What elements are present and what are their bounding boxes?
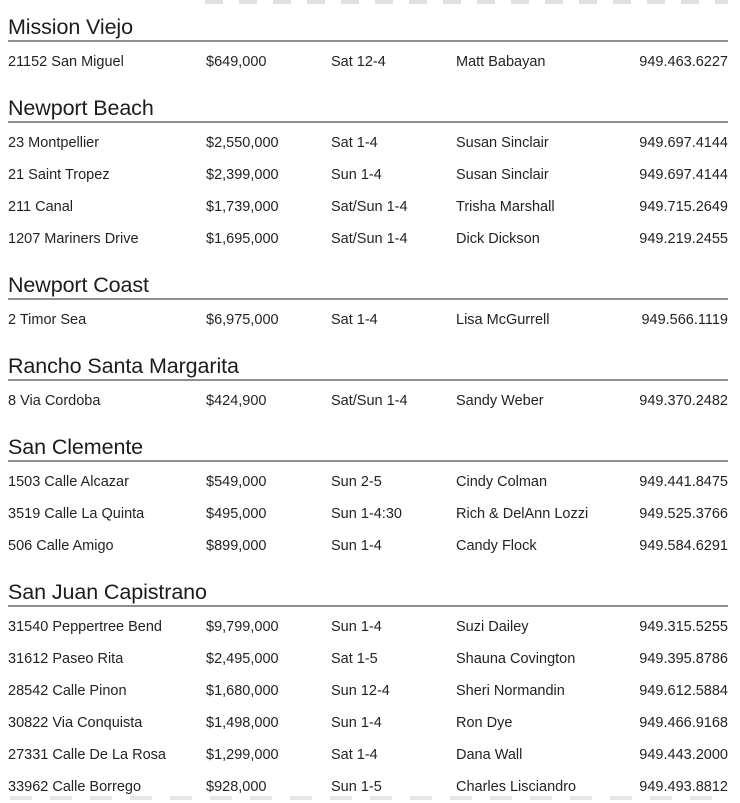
listing-agent: Cindy Colman (456, 474, 548, 490)
listing-address: 31612 Paseo Rita (8, 651, 124, 667)
listing-row (8, 466, 728, 498)
city-sections (8, 15, 728, 803)
city-section (8, 580, 728, 803)
listing-price: $6,975,000 (206, 312, 279, 328)
listing-price: $424,900 (206, 393, 267, 409)
listing-agent: Suzi Dailey (456, 619, 529, 635)
listing-price: $1,695,000 (206, 231, 279, 247)
open-house-time: Sat 1-4 (331, 312, 378, 328)
agent-phone: 949.715.2649 (639, 199, 728, 215)
listing-price: $1,680,000 (206, 683, 279, 699)
listing-price: $1,498,000 (206, 715, 279, 731)
listing-address: 1503 Calle Alcazar (8, 474, 129, 490)
listing-rows (8, 466, 728, 562)
agent-phone: 949.525.3766 (639, 506, 728, 522)
listing-agent: Sandy Weber (456, 393, 544, 409)
listing-address: 27331 Calle De La Rosa (8, 747, 166, 763)
listing-price: $1,299,000 (206, 747, 279, 763)
listing-rows (8, 304, 728, 336)
listing-agent: Dick Dickson (456, 231, 540, 247)
open-house-time: Sat/Sun 1-4 (331, 199, 408, 215)
listing-address: 211 Canal (8, 199, 74, 215)
listing-row (8, 304, 728, 336)
listing-rows (8, 46, 728, 78)
listing-address: 506 Calle Amigo (8, 538, 114, 554)
city-header-san-juan-capistrano: San Juan Capistrano (8, 580, 728, 607)
listing-address: 2 Timor Sea (8, 312, 87, 328)
listing-rows (8, 611, 728, 803)
open-house-time: Sun 1-4 (331, 619, 382, 635)
listing-address: 33962 Calle Borrego (8, 779, 142, 795)
listing-agent: Shauna Covington (456, 651, 576, 667)
agent-phone: 949.584.6291 (639, 538, 728, 554)
listing-row (8, 159, 728, 191)
listing-price: $899,000 (206, 538, 267, 554)
listing-price: $649,000 (206, 54, 267, 70)
listing-agent: Charles Lisciandro (456, 779, 577, 795)
listing-row (8, 46, 728, 78)
open-house-time: Sat 1-4 (331, 135, 378, 151)
listing-row (8, 771, 728, 803)
clipped-row-top (205, 0, 728, 4)
listing-agent: Trisha Marshall (456, 199, 555, 215)
agent-phone: 949.612.5884 (639, 683, 728, 699)
listing-address: 21152 San Miguel (8, 54, 124, 70)
agent-phone: 949.219.2455 (639, 231, 728, 247)
listing-price: $549,000 (206, 474, 267, 490)
agent-phone: 949.697.4144 (639, 135, 728, 151)
listing-address: 23 Montpellier (8, 135, 100, 151)
listing-row (8, 611, 728, 643)
open-house-time: Sun 1-4:30 (331, 506, 402, 522)
listing-address: 31540 Peppertree Bend (8, 619, 162, 635)
listing-address: 1207 Mariners Drive (8, 231, 139, 247)
listing-row (8, 643, 728, 675)
agent-phone: 949.315.5255 (639, 619, 728, 635)
agent-phone: 949.566.1119 (641, 312, 728, 328)
listing-agent: Susan Sinclair (456, 167, 549, 183)
agent-phone: 949.697.4144 (639, 167, 728, 183)
listing-agent: Lisa McGurrell (456, 312, 550, 328)
open-house-time: Sun 1-4 (331, 167, 382, 183)
listing-price: $2,550,000 (206, 135, 279, 151)
open-house-time: Sat 1-5 (331, 651, 378, 667)
city-header-newport-beach: Newport Beach (8, 96, 728, 123)
listing-agent: Dana Wall (456, 747, 523, 763)
open-house-time: Sun 1-4 (331, 715, 382, 731)
listing-agent: Ron Dye (456, 715, 513, 731)
agent-phone: 949.443.2000 (639, 747, 728, 763)
listing-price: $2,399,000 (206, 167, 279, 183)
listing-row (8, 530, 728, 562)
listing-price: $495,000 (206, 506, 267, 522)
listing-agent: Rich & DelAnn Lozzi (456, 506, 589, 522)
open-house-time: Sat/Sun 1-4 (331, 393, 408, 409)
listing-row (8, 223, 728, 255)
listing-price: $9,799,000 (206, 619, 279, 635)
listing-address: 8 Via Cordoba (8, 393, 101, 409)
listing-row (8, 127, 728, 159)
city-section (8, 354, 728, 417)
open-house-time: Sat 1-4 (331, 747, 378, 763)
agent-phone: 949.493.8812 (639, 779, 728, 795)
listing-row (8, 498, 728, 530)
open-house-time: Sat/Sun 1-4 (331, 231, 408, 247)
open-house-time: Sun 1-4 (331, 538, 382, 554)
city-section (8, 435, 728, 562)
listing-address: 28542 Calle Pinon (8, 683, 127, 699)
listing-rows (8, 385, 728, 417)
city-section (8, 96, 728, 255)
agent-phone: 949.395.8786 (639, 651, 728, 667)
open-house-time: Sun 12-4 (331, 683, 390, 699)
listing-address: 30822 Via Conquista (8, 715, 143, 731)
open-house-time: Sun 2-5 (331, 474, 382, 490)
agent-phone: 949.463.6227 (639, 54, 728, 70)
listing-row (8, 707, 728, 739)
listing-agent: Candy Flock (456, 538, 537, 554)
listing-agent: Matt Babayan (456, 54, 546, 70)
listing-price: $1,739,000 (206, 199, 279, 215)
listing-row (8, 385, 728, 417)
open-house-time: Sun 1-5 (331, 779, 382, 795)
listing-rows (8, 127, 728, 255)
open-house-time: Sat 12-4 (331, 54, 386, 70)
city-header-mission-viejo: Mission Viejo (8, 15, 728, 42)
agent-phone: 949.466.9168 (639, 715, 728, 731)
agent-phone: 949.441.8475 (639, 474, 728, 490)
listing-row (8, 675, 728, 707)
listing-row (8, 191, 728, 223)
listing-row (8, 739, 728, 771)
listing-agent: Susan Sinclair (456, 135, 549, 151)
listing-price: $2,495,000 (206, 651, 279, 667)
listing-address: 3519 Calle La Quinta (8, 506, 145, 522)
listing-price: $928,000 (206, 779, 267, 795)
city-header-san-clemente: San Clemente (8, 435, 728, 462)
city-section (8, 15, 728, 78)
listing-agent: Sheri Normandin (456, 683, 565, 699)
city-section (8, 273, 728, 336)
city-header-newport-coast: Newport Coast (8, 273, 728, 300)
agent-phone: 949.370.2482 (639, 393, 728, 409)
city-header-rancho-santa-margarita: Rancho Santa Margarita (8, 354, 728, 381)
listing-address: 21 Saint Tropez (8, 167, 110, 183)
